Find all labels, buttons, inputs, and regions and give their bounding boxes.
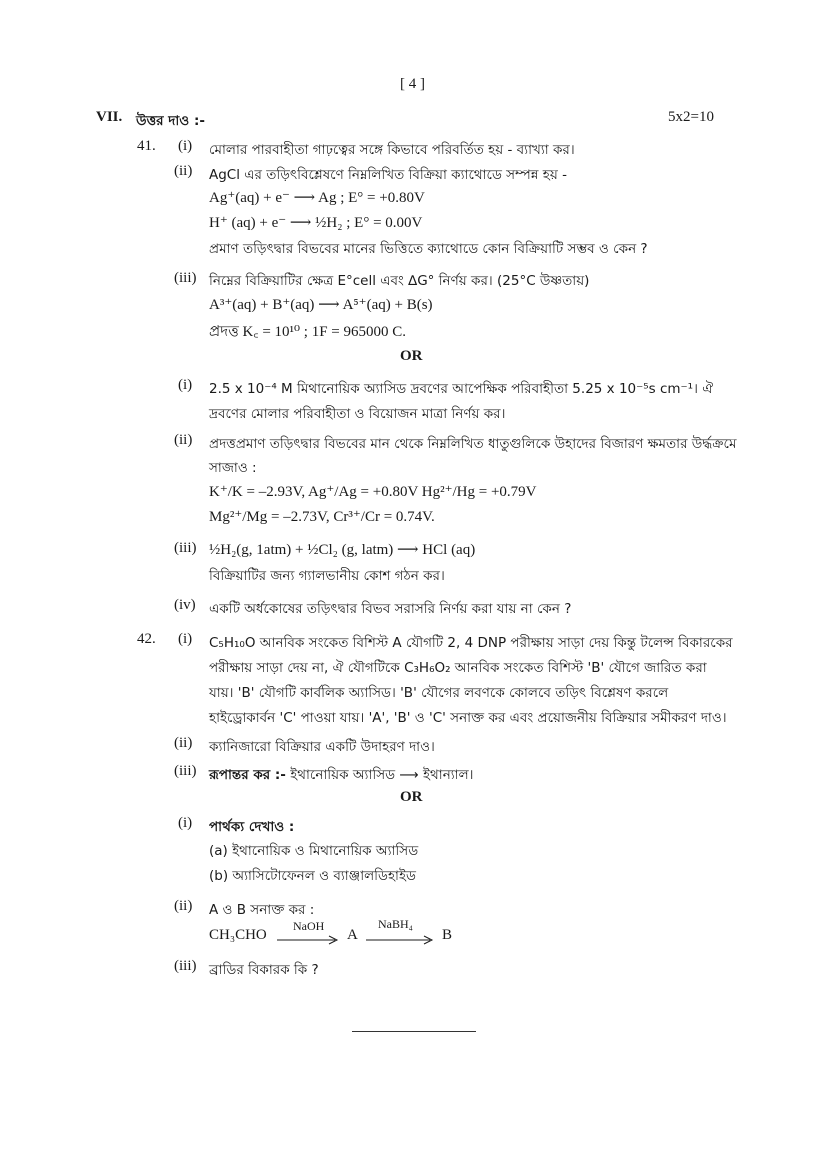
intermediate: A xyxy=(347,927,358,943)
question-text: প্রদত্তপ্রমাণ তড়িৎদ্বার বিভবের মান থেকে নিম্নলিখিত ধাতুগুলিকে উহাদের বিজারণ ক্ষমতার উর্দ্ধক্রমে xyxy=(209,436,737,452)
question-text: বিক্রিয়াটির জন্য গ্যালভানীয় কোশ গঠন কর। xyxy=(209,568,445,584)
equation: Mg²⁺/Mg = –2.73V, Cr³⁺/Cr = 0.74V. xyxy=(209,509,435,525)
or-divider: OR xyxy=(400,789,423,805)
question-text: মোলার পারবাহীতা গাঢ়ত্বের সঙ্গে কিভাবে পরিবর্তিত হয় - ব্যাখ্যা কর। xyxy=(209,142,575,158)
subpart-label: (ii) xyxy=(174,432,193,448)
section-marks: 5x2=10 xyxy=(668,109,714,125)
question-number: 41. xyxy=(137,138,156,154)
conversion-text: ইথানোয়িক অ্যাসিড ⟶ ইথান্যাল। xyxy=(285,767,474,783)
question-text: দ্রবণের মোলার পরিবাহীতা ও বিয়োজন মাত্রা নির্ণয় কর। xyxy=(209,406,506,422)
reactant: CH₃CHO xyxy=(209,927,267,943)
subpart-label: (i) xyxy=(178,377,193,393)
subpart-label: (ii) xyxy=(174,735,193,751)
page-number: [ 4 ] xyxy=(400,76,425,92)
reaction-arrow xyxy=(366,935,436,945)
subpart-label: (iii) xyxy=(174,763,197,779)
reaction-arrow xyxy=(277,935,341,945)
question-text: একটি অর্ধকোষের তড়িৎদ্বার বিভব সরাসরি নির্ণয় করা যায় না কেন ? xyxy=(209,601,572,617)
subpart-label: (i) xyxy=(178,138,193,154)
question-text: C₅H₁₀O আনবিক সংকেত বিশিস্ট A যৌগটি 2, 4 DNP পরীক্ষায় সাড়া দেয় কিন্তু টলেন্স বিকারকের xyxy=(209,635,733,651)
subpart-label: (i) xyxy=(178,631,193,647)
question-text: নিম্নের বিক্রিয়াটির ক্ষেত্র E°cell এবং ∆G° নির্ণয় কর। (25°C উষ্ণতায়) xyxy=(209,273,590,289)
instruction-bold: রূপান্তর কর :- xyxy=(209,767,286,783)
question-number: 42. xyxy=(137,631,156,647)
equation: A³⁺(aq) + B⁺(aq) ⟶ A⁵⁺(aq) + B(s) xyxy=(209,297,433,313)
equation: Ag⁺(aq) + e⁻ ⟶ Ag ; E° = +0.80V xyxy=(209,190,425,206)
or-divider: OR xyxy=(400,348,423,364)
option-a: (a) ইথানোয়িক ও মিথানোয়িক অ্যাসিড xyxy=(209,843,419,859)
subpart-label: (i) xyxy=(178,815,193,831)
reagent-label: NaBH₄ xyxy=(378,917,413,931)
equation: H⁺ (aq) + e⁻ ⟶ ½H₂ ; E° = 0.00V xyxy=(209,215,423,231)
end-rule xyxy=(352,1031,476,1032)
section-title: উত্তর দাও :- xyxy=(136,113,205,129)
option-b: (b) অ্যাসিটোফেনল ও ব্যাঞ্জালডিহাইড xyxy=(209,868,416,884)
equation: K⁺/K = –2.93V, Ag⁺/Ag = +0.80V Hg²⁺/Hg = +0.79V xyxy=(209,484,537,500)
question-text: প্রমাণ তড়িৎদ্বার বিভবের মানের ভিত্তিতে ক্যাথোডে কোন বিক্রিয়াটি সম্ভব ও কেন ? xyxy=(209,241,648,257)
question-text: ব্রাডির বিকারক কি ? xyxy=(209,962,319,978)
subpart-label: (iv) xyxy=(174,597,196,613)
given-values: প্রদত্ত K꜀ = 10¹⁰ ; 1F = 965000 C. xyxy=(209,324,407,340)
equation: ½H₂(g, 1atm) + ½Cl₂ (g, latm) ⟶ HCl (aq) xyxy=(209,542,476,558)
question-text: ক্যানিজারো বিক্রিয়ার একটি উদাহরণ দাও। xyxy=(209,739,435,755)
subpart-label: (ii) xyxy=(174,163,193,179)
question-title: পার্থক্য দেখাও : xyxy=(209,819,295,835)
question-text: AgCl এর তড়িৎবিশ্লেষণে নিম্নলিখিত বিক্রিয়া ক্যাথোডে সম্পন্ন হয় - xyxy=(209,167,567,183)
product: B xyxy=(442,927,453,943)
subpart-label: (iii) xyxy=(174,540,197,556)
reagent-label: NaOH xyxy=(293,919,325,933)
question-text: 2.5 x 10⁻⁴ M মিথানোয়িক অ্যাসিড দ্রবণের আপেক্ষিক পরিবাহীতা 5.25 x 10⁻⁵s cm⁻¹। ঐ xyxy=(209,381,714,397)
question-text: পরীক্ষায় সাড়া দেয় না, ঐ যৌগটিকে C₃H₆O₂ আনবিক সংকেত বিশিস্ট 'B' যৌগে জারিত করা xyxy=(209,660,707,676)
question-text: সাজাও : xyxy=(209,460,257,476)
subpart-label: (iii) xyxy=(174,270,197,286)
question-text: যায়। 'B' যৌগটি কার্বলিক অ্যাসিড। 'B' যৌগের লবণকে কোলবে তড়িৎ বিশ্লেষণ করলে xyxy=(209,685,669,701)
section-number: VII. xyxy=(96,109,123,125)
subpart-label: (iii) xyxy=(174,958,197,974)
question-text: হাইড্রোকার্বন 'C' পাওয়া যায়। 'A', 'B' ও 'C' সনাক্ত কর এবং প্রয়োজনীয় বিক্রিয়ার সমীকরণ দাও। xyxy=(209,710,727,726)
question-text xyxy=(209,764,473,787)
question-text: A ও B সনাক্ত কর : xyxy=(209,902,315,918)
subpart-label: (ii) xyxy=(174,898,193,914)
